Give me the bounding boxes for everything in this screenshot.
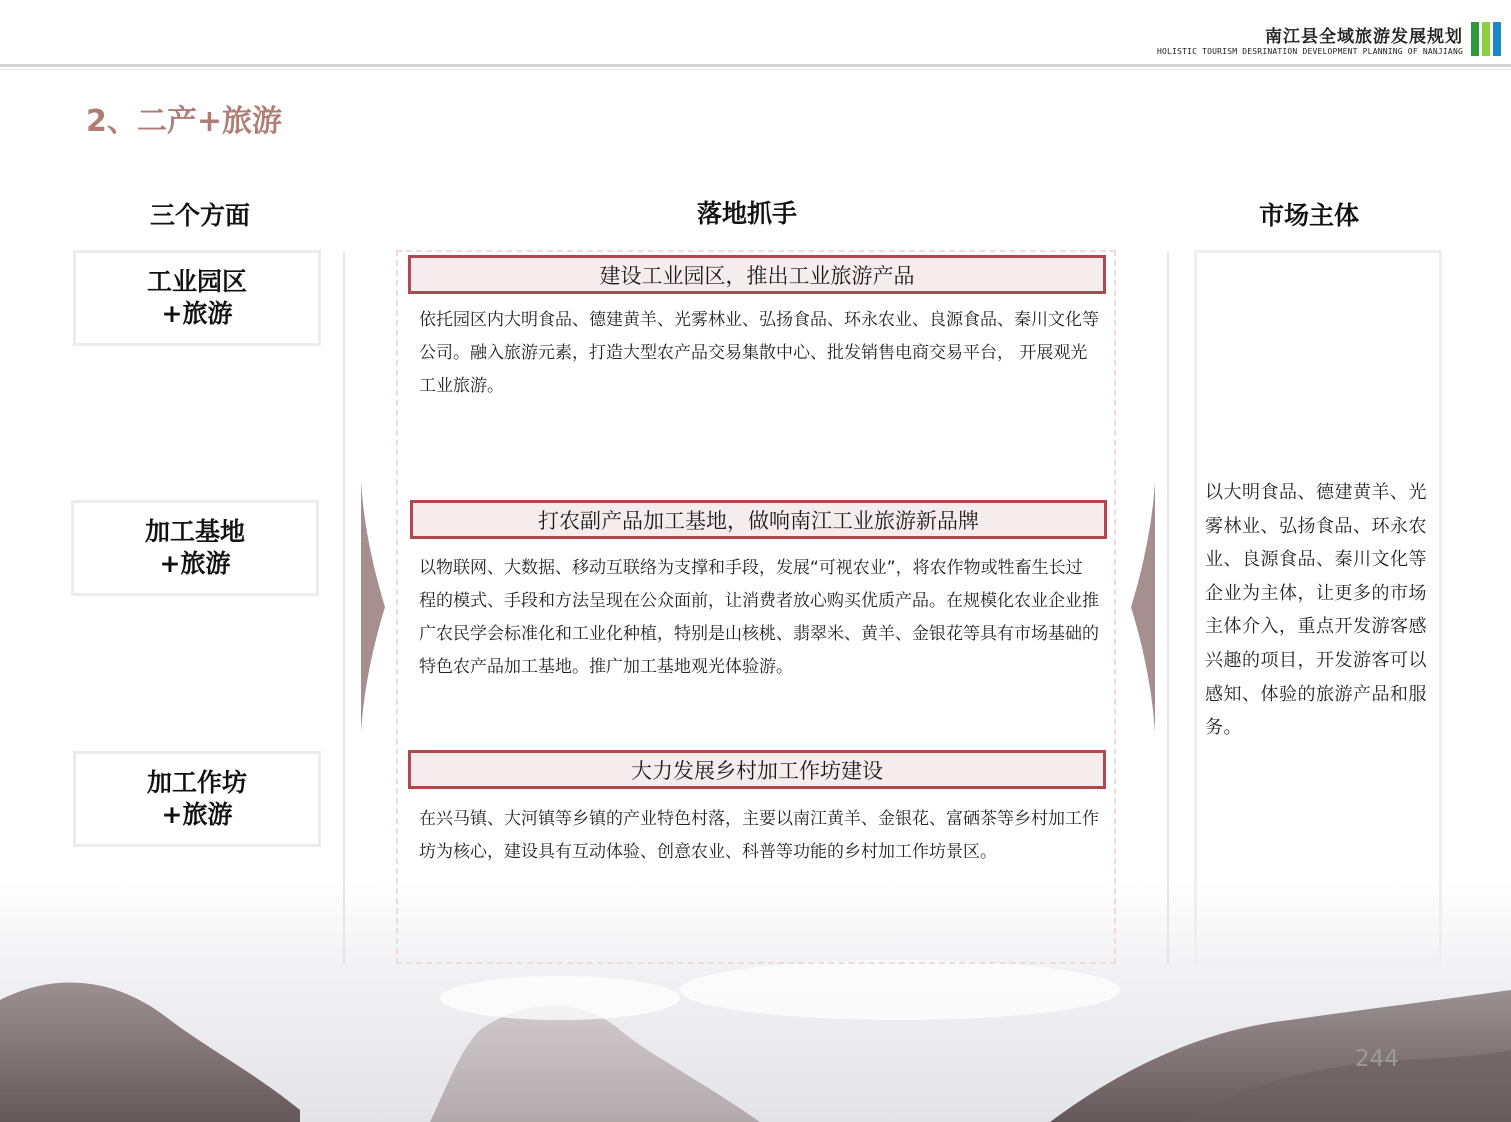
logo-bars [1471, 22, 1501, 56]
left-column-heading: 三个方面 [150, 201, 251, 230]
aspect-box-workshop [73, 751, 321, 847]
center-column-heading: 落地抓手 [697, 199, 798, 228]
aspect-label: 加工基地 [144, 517, 245, 546]
aspect-box-industrial-park [73, 250, 321, 346]
page-number: 244 [1355, 1046, 1399, 1072]
left-divider [343, 252, 345, 964]
measure-title-processing-base: 打农副产品加工基地，做响南江工业旅游新品牌 [410, 500, 1107, 539]
measure-body-workshop: 在兴马镇、大河镇等乡镇的产业特色村落，主要以南江黄羊、金银花、富硒茶等乡村加工作坊为核心，建设具有互动体验、创意农业、科普等功能的乡村加工作坊景区。 [419, 809, 1099, 862]
aspect-box-processing-base [71, 500, 319, 596]
measure-title-industrial-park: 建设工业园区，推出工业旅游产品 [408, 255, 1106, 294]
aspect-suffix: +旅游 [161, 800, 233, 829]
measure-body-processing-base: 以物联网、大数据、移动互联络为支撑和手段，发展“可视农业”，将农作物或牲畜生长过程的模式、手段和方法呈现在公众面前，让消费者放心购买优质产品。在规模化农业企业推广农民学会标准化和工业化种植，特别是山核桃、翡翠米、黄羊、金银花等具有市场基础的特色农产品加工基地。推广加工基地观光体验游。 [419, 558, 1099, 677]
document-subtitle: HOLISTIC TOURISM DESRINATION DEVELOPMENT PLANNING OF NANJIANG [1156, 47, 1463, 56]
section-title: 2、二产+旅游 [86, 104, 283, 139]
right-column-heading: 市场主体 [1259, 201, 1360, 230]
document-title: 南江县全域旅游发展规划 [1265, 27, 1463, 47]
arrow-right-shape [361, 482, 385, 732]
aspect-label: 加工作坊 [146, 768, 247, 797]
header-divider-thin [0, 69, 1511, 70]
arrow-left-shape [1131, 482, 1155, 732]
header-divider [0, 64, 1511, 67]
arrow-right-icon [359, 482, 387, 732]
logo-bar-lightgreen [1482, 22, 1490, 56]
aspect-label: 工业园区 [146, 267, 247, 296]
measure-title-workshop: 大力发展乡村加工作坊建设 [408, 750, 1106, 789]
aspect-suffix: +旅游 [161, 299, 233, 328]
market-subject-text: 以大明食品、德建黄羊、光雾林业、弘扬食品、环永农业、良源食品、秦川文化等企业为主体，让更多的市场主体介入，重点开发游客感兴趣的项目，开发游客可以感知、体验的旅游产品和服务。 [1205, 482, 1427, 739]
logo-bar-blue [1493, 22, 1501, 56]
measure-body-industrial-park: 依托园区内大明食品、德建黄羊、光雾林业、弘扬食品、环永农业、良源食品、秦川文化等公司。融入旅游元素，打造大型农产品交易集散中心、批发销售电商交易平台， 开展观光工业旅游。 [419, 310, 1099, 396]
arrow-left-icon [1129, 482, 1157, 732]
aspect-suffix: +旅游 [159, 549, 231, 578]
right-divider [1167, 252, 1169, 964]
logo-bar-green [1471, 22, 1479, 56]
